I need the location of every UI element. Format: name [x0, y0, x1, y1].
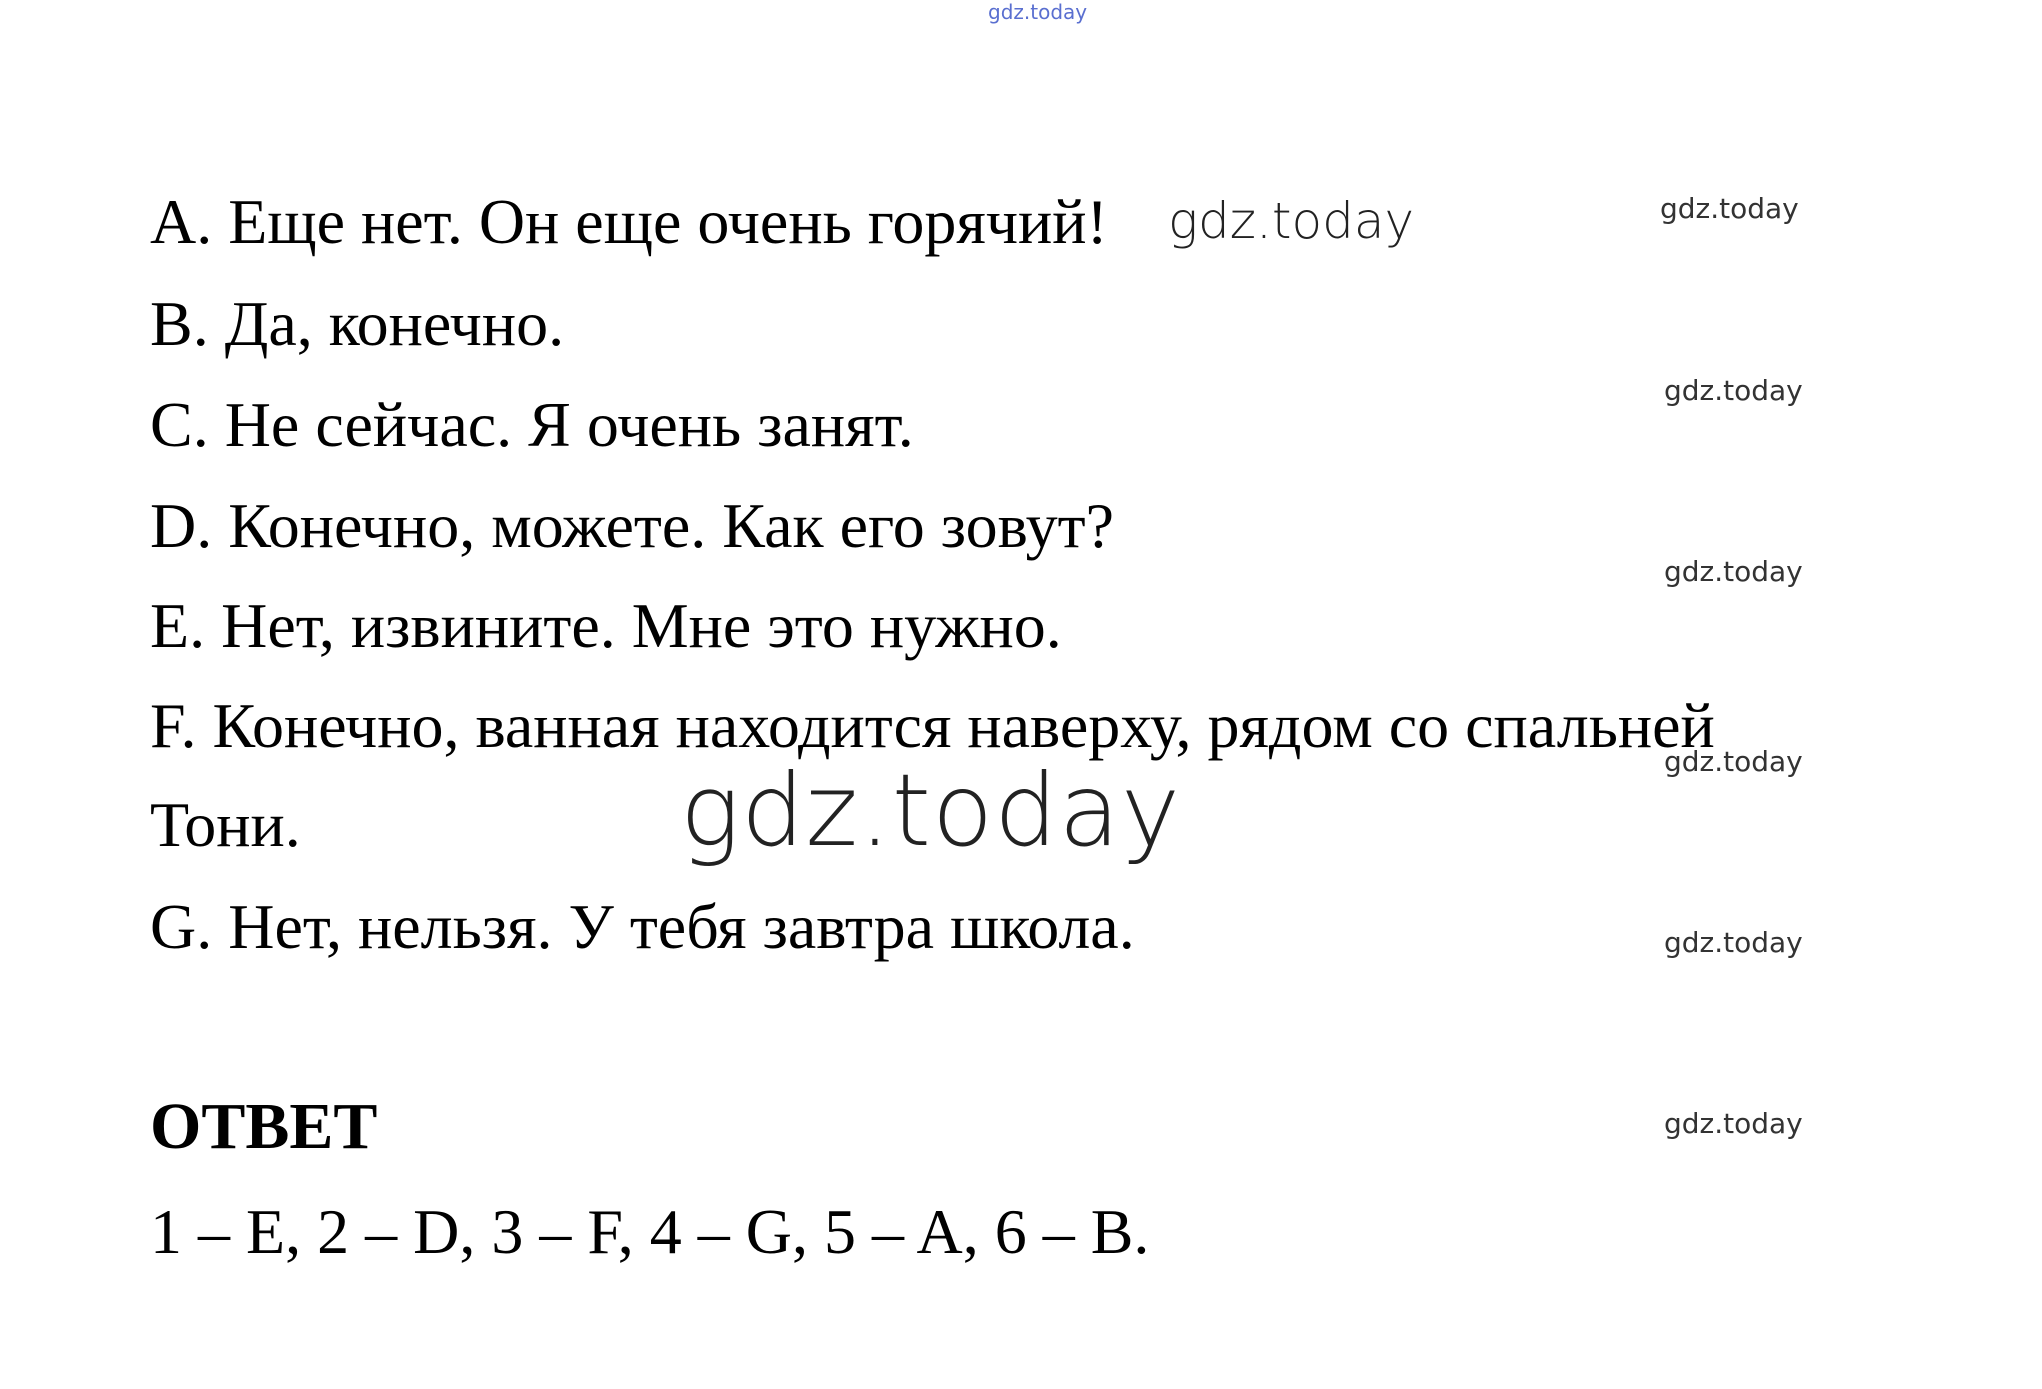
watermark-side-5: gdz.today [1664, 926, 1803, 959]
option-g: G. Нет, нельзя. У тебя завтра школа. [150, 891, 1135, 962]
watermark-side-3: gdz.today [1664, 555, 1803, 588]
watermark-top: gdz.today [988, 0, 1088, 24]
answer-text: 1 – E, 2 – D, 3 – F, 4 – G, 5 – A, 6 – B. [150, 1196, 1150, 1267]
watermark-side-4: gdz.today [1664, 745, 1803, 778]
option-c: C. Не сейчас. Я очень занят. [150, 389, 914, 460]
option-f: F. Конечно, ванная находится наверху, рядом со спальней [150, 690, 1715, 761]
option-f-continuation: Тони. [150, 789, 301, 860]
option-a: A. Еще нет. Он еще очень горячий! [150, 186, 1108, 257]
watermark-large: gdz.today [680, 752, 1182, 869]
option-b: B. Да, конечно. [150, 288, 565, 359]
watermark-side-2: gdz.today [1664, 374, 1803, 407]
watermark-side-6: gdz.today [1664, 1107, 1803, 1140]
option-e: E. Нет, извините. Мне это нужно. [150, 590, 1062, 661]
option-d: D. Конечно, можете. Как его зовут? [150, 490, 1114, 561]
watermark-side-1: gdz.today [1660, 192, 1799, 225]
watermark-inline: gdz.today [1168, 192, 1415, 250]
answer-heading: ОТВЕТ [150, 1090, 378, 1163]
